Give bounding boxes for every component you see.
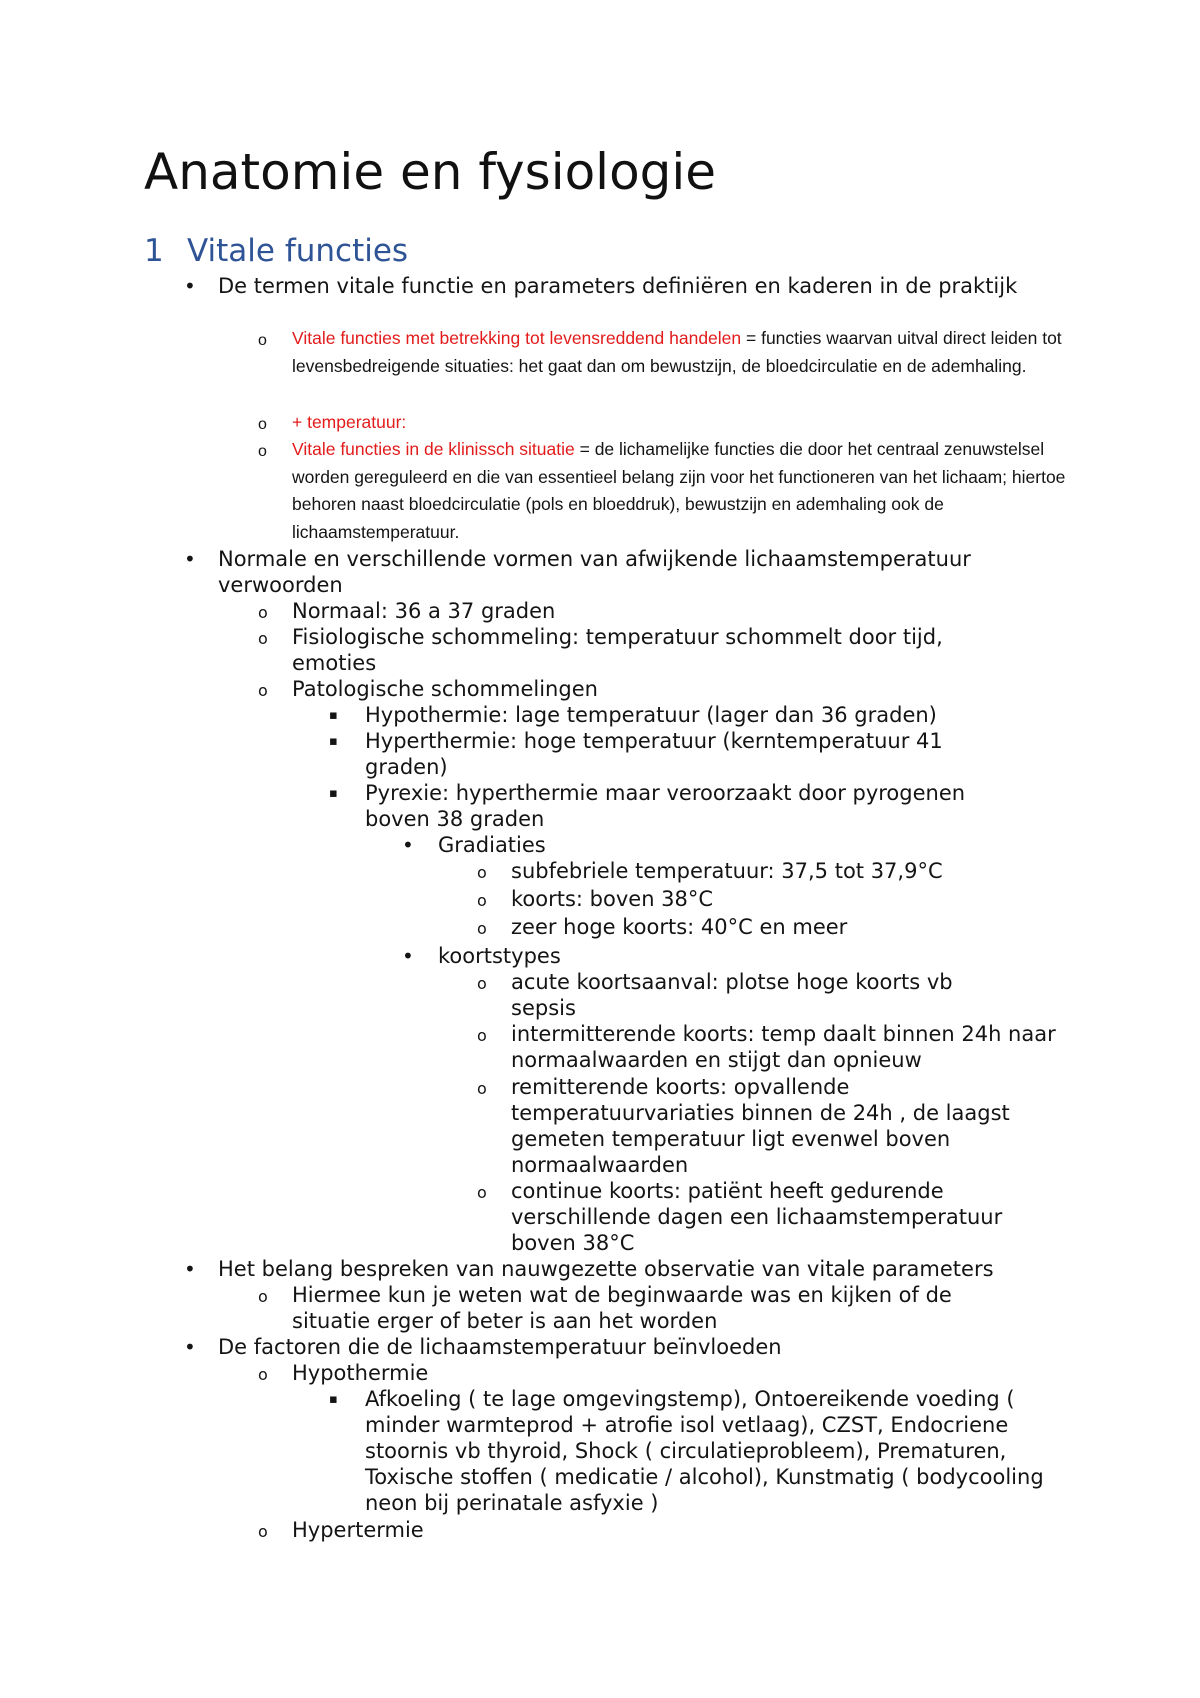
bullet-circle-icon: o [477,919,487,938]
list-item-text: Normaal: 36 a 37 graden [292,599,556,623]
bullet-circle-icon: o [258,443,267,460]
bullet-disc-icon: • [184,547,196,571]
list-item [329,780,1020,832]
bullet-square-icon: ▪ [329,708,338,723]
bullet-circle-icon: o [258,629,268,648]
list-item [184,273,1088,299]
list-item [477,858,1061,884]
list-item [477,1074,1056,1178]
list-item-text: = de lichamelijke functies die door het centraal zenuwstelsel worden gereguleerd en die van essentieel belang zijn voor het functioneren van het lichaam; hiertoe behoren naast bloedcirculatie (pols en bloeddruk), bewustzijn en ademhaling ook de lichaamstemperatuur. [292,439,1066,542]
list-item [329,1386,1070,1516]
list-item [258,676,1092,702]
bullet-circle-icon: o [258,416,267,433]
list-item [184,1334,1088,1360]
list-item-text: Normale en verschillende vormen van afwijkende lichaamstemperatuur verwoorden [218,547,971,597]
highlighted-term: + temperatuur: [292,412,407,432]
bullet-circle-icon: o [258,681,268,700]
document-title: Anatomie en fysiologie [144,143,717,201]
list-item [258,1360,1092,1386]
list-item-text: continue koorts: patiënt heeft gedurende verschillende dagen een lichaamstemperatuur boven 38°C [511,1179,1003,1255]
list-item-text: Het belang bespreken van nauwgezette observatie van vitale parameters [218,1257,994,1281]
list-item-text: Gradiaties [438,833,546,857]
list-item-text: koortstypes [438,944,561,968]
bullet-square-icon: ▪ [329,786,338,801]
bullet-circle-icon: o [258,603,268,622]
list-item-text: Pyrexie: hyperthermie maar veroorzaakt door pyrogenen boven 38 graden [365,781,966,831]
list-item [258,409,1092,437]
list-item [258,598,1092,624]
list-item-text: zeer hoge koorts: 40°C en meer [511,915,848,939]
highlighted-term: Vitale functies in de klinissch situatie [292,439,575,459]
list-item [258,436,1082,546]
list-item [402,943,1078,969]
list-item [258,1517,1092,1543]
highlighted-term: Vitale functies met betrekking tot levensreddend handelen [292,328,742,348]
bullet-circle-icon: o [477,863,487,882]
list-item-text: = functies waarvan uitval direct leiden tot levensbedreigende situaties: het gaat dan om bewustzijn, de bloedcirculatie en de ademhaling. [292,328,1062,376]
bullet-circle-icon: o [477,1026,487,1045]
list-item-text: Hyperthermie: hoge temperatuur (kerntemperatuur 41 graden) [365,729,943,779]
bullet-disc-icon: • [402,833,414,857]
bullet-circle-icon: o [258,1522,268,1541]
section-number: 1 [144,233,164,269]
bullet-disc-icon: • [402,944,414,968]
section-title: Vitale functies [187,233,409,269]
list-item [477,1021,1056,1073]
list-item-text: De termen vitale functie en parameters definiëren en kaderen in de praktijk [218,274,1018,298]
list-item [184,546,1088,598]
list-item [402,832,1078,858]
list-item [477,914,1061,940]
list-item [477,969,966,1021]
list-item-text: koorts: boven 38°C [511,887,714,911]
bullet-circle-icon: o [477,1183,487,1202]
list-item [258,325,1077,380]
bullet-circle-icon: o [258,332,267,349]
list-item [329,702,1090,728]
list-item-text: Hiermee kun je weten wat de beginwaarde was en kijken of de situatie erger of beter is aan het worden [292,1283,952,1333]
list-item [258,624,1032,676]
list-item-text: acute koortsaanval: plotse hoge koorts vb sepsis [511,970,953,1020]
bullet-circle-icon: o [258,1287,268,1306]
bullet-disc-icon: • [184,274,196,298]
bullet-disc-icon: • [184,1257,196,1281]
bullet-square-icon: ▪ [329,1392,338,1407]
list-item-text: De factoren die de lichaamstemperatuur beïnvloeden [218,1335,782,1359]
list-item [477,886,1061,912]
list-item [477,1178,1041,1256]
list-item [184,1256,1118,1282]
bullet-circle-icon: o [477,891,487,910]
list-item-text: subfebriele temperatuur: 37,5 tot 37,9°C [511,859,943,883]
list-item [329,728,1005,780]
list-item-text: Hypothermie: lage temperatuur (lager dan 36 graden) [365,703,937,727]
list-item-text: Fisiologische schommeling: temperatuur schommelt door tijd, emoties [292,625,943,675]
section-heading [144,232,408,270]
bullet-circle-icon: o [477,1079,487,1098]
bullet-disc-icon: • [184,1335,196,1359]
bullet-square-icon: ▪ [329,734,338,749]
list-item-text: Hypothermie [292,1361,429,1385]
bullet-circle-icon: o [258,1365,268,1384]
list-item [258,1282,1012,1334]
bullet-circle-icon: o [477,974,487,993]
list-item-text: Patologische schommelingen [292,677,598,701]
list-item-text: remitterende koorts: opvallende temperatuurvariaties binnen de 24h , de laagst gemeten temperatuur ligt evenwel boven normaalwaarden [511,1075,1010,1177]
list-item-text: intermitterende koorts: temp daalt binnen 24h naar normaalwaarden en stijgt dan opnieuw [511,1022,1056,1072]
list-item-text: Afkoeling ( te lage omgevingstemp), Ontoereikende voeding ( minder warmteprod + atrofie isol vetlaag), CZST, Endocriene stoornis vb thyroid, Shock ( circulatieprobleem), Prematuren, Toxische stoffen ( medicatie / alcohol), Kunstmatig ( bodycooling neon bij perinatale asfyxie ) [365,1387,1044,1515]
list-item-text: Hypertermie [292,1518,424,1542]
